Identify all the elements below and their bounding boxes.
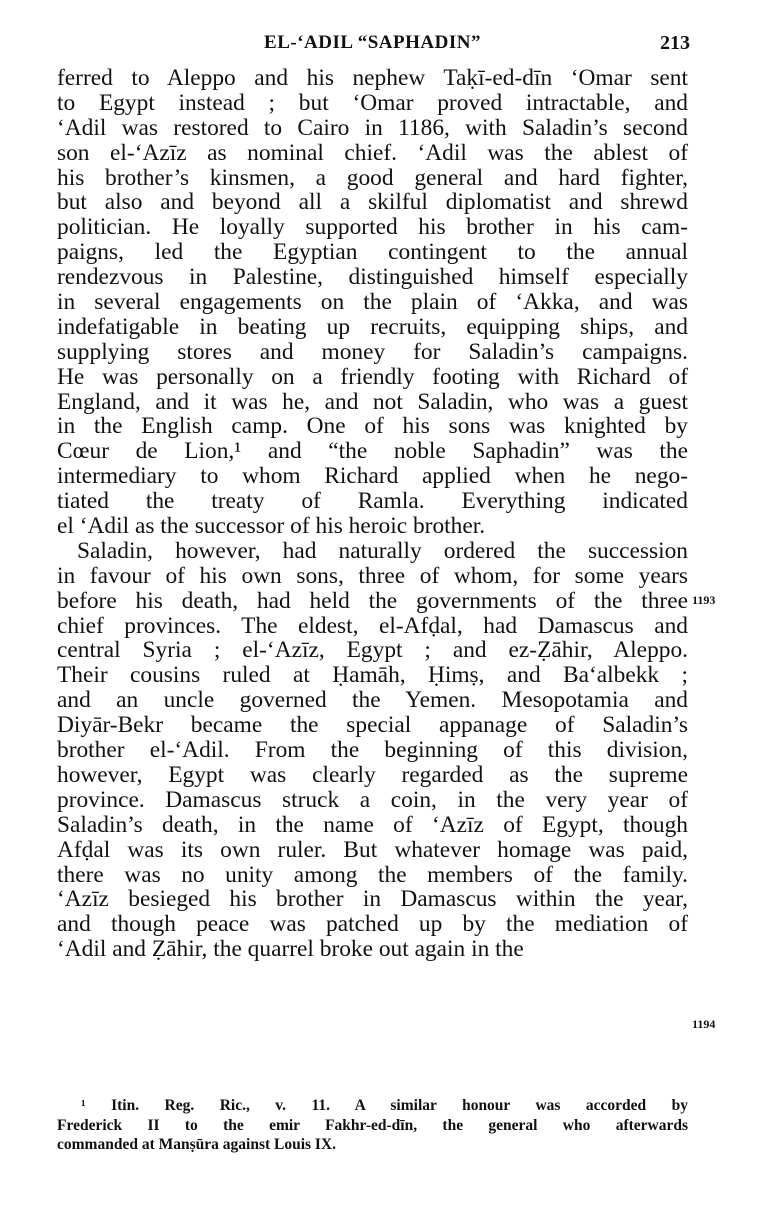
text-line: intermediary to whom Richard applied when he nego- (57, 463, 688, 490)
footnote-line: Frederick II to the emir Fakhr-ed-dīn, the general who afterwards (57, 1116, 688, 1134)
text-line: central Syria ; el-‘Azīz, Egypt ; and ez-Ẓāhir, Aleppo. (57, 637, 688, 664)
text-line: province. Damascus struck a coin, in the very year of (57, 786, 688, 813)
text-line: and though peace was patched up by the mediation of (57, 911, 688, 938)
text-line: Afḍal was its own ruler. But whatever homage was paid, (57, 836, 688, 863)
text-line: tiated the treaty of Ramla. Everything indicated (57, 488, 688, 515)
margin-note-year: 1193 (692, 593, 716, 607)
text-line: rendezvous in Palestine, distinguished himself especially (57, 264, 688, 291)
text-line: and an uncle governed the Yemen. Mesopotamia and (57, 687, 688, 714)
text-line: in favour of his own sons, three of whom, for some years (57, 562, 688, 589)
text-line: Diyār-Bekr became the special appanage of Saladin’s (57, 712, 688, 739)
page-number: 213 (660, 32, 690, 54)
text-line: in several engagements on the plain of ‘Akka, and was (57, 289, 688, 316)
footnote-line: commanded at Manṣūra against Louis IX. (57, 1136, 337, 1153)
text-line: to Egypt instead ; but ‘Omar proved intractable, and (57, 89, 688, 116)
text-line: He was personally on a friendly footing with Richard of (57, 363, 688, 390)
text-line: paigns, led the Egyptian contingent to the annual (57, 239, 688, 266)
running-title: EL-‘ADIL “SAPHADIN” (264, 32, 481, 53)
text-line: ‘Adil was restored to Cairo in 1186, with Saladin’s second (57, 114, 688, 141)
text-line: England, and it was he, and not Saladin, who was a guest (57, 388, 688, 415)
text-line: indefatigable in beating up recruits, equipping ships, and (57, 313, 688, 340)
text-line: Saladin’s death, in the name of ‘Azīz of Egypt, though (57, 811, 688, 838)
margin-note-year: 1194 (692, 1017, 716, 1031)
body-text (57, 66, 688, 962)
text-line: supplying stores and money for Saladin’s campaigns. (57, 338, 688, 365)
text-line: his brother’s kinsmen, a good general and hard fighter, (57, 164, 688, 191)
text-line: Cœur de Lion,¹ and “the noble Saphadin” was the (57, 438, 688, 465)
footnote (57, 1096, 688, 1155)
text-line: el ‘Adil as the successor of his heroic brother. (57, 513, 486, 540)
text-line: ferred to Aleppo and his nephew Taḳī-ed-dīn ‘Omar sent (57, 65, 688, 91)
text-line: Saladin, however, had naturally ordered the succession (77, 537, 688, 564)
page-header (57, 30, 688, 60)
text-line: brother el-‘Adil. From the beginning of this division, (57, 737, 688, 764)
text-line: however, Egypt was clearly regarded as the supreme (57, 761, 688, 788)
text-line: ‘Adil and Ẓāhir, the quarrel broke out again in the (57, 936, 524, 963)
text-line: Their cousins ruled at Ḥamāh, Ḥimṣ, and Ba‘albekk ; (57, 662, 688, 689)
text-line: before his death, had held the governments of the three (57, 587, 688, 614)
text-line: in the English camp. One of his sons was knighted by (57, 413, 688, 440)
text-line: ‘Azīz besieged his brother in Damascus within the year, (57, 886, 688, 913)
text-line: chief provinces. The eldest, el-Afḍal, had Damascus and (57, 612, 688, 639)
text-line: but also and beyond all a skilful diplomatist and shrewd (57, 189, 688, 216)
text-line: politician. He loyally supported his brother in his cam- (57, 214, 688, 241)
footnote-line: ¹ Itin. Reg. Ric., v. 11. A similar honour was accorded by (81, 1097, 688, 1114)
text-line: son el-‘Azīz as nominal chief. ‘Adil was the ablest of (57, 139, 688, 166)
text-line: there was no unity among the members of the family. (57, 861, 688, 888)
